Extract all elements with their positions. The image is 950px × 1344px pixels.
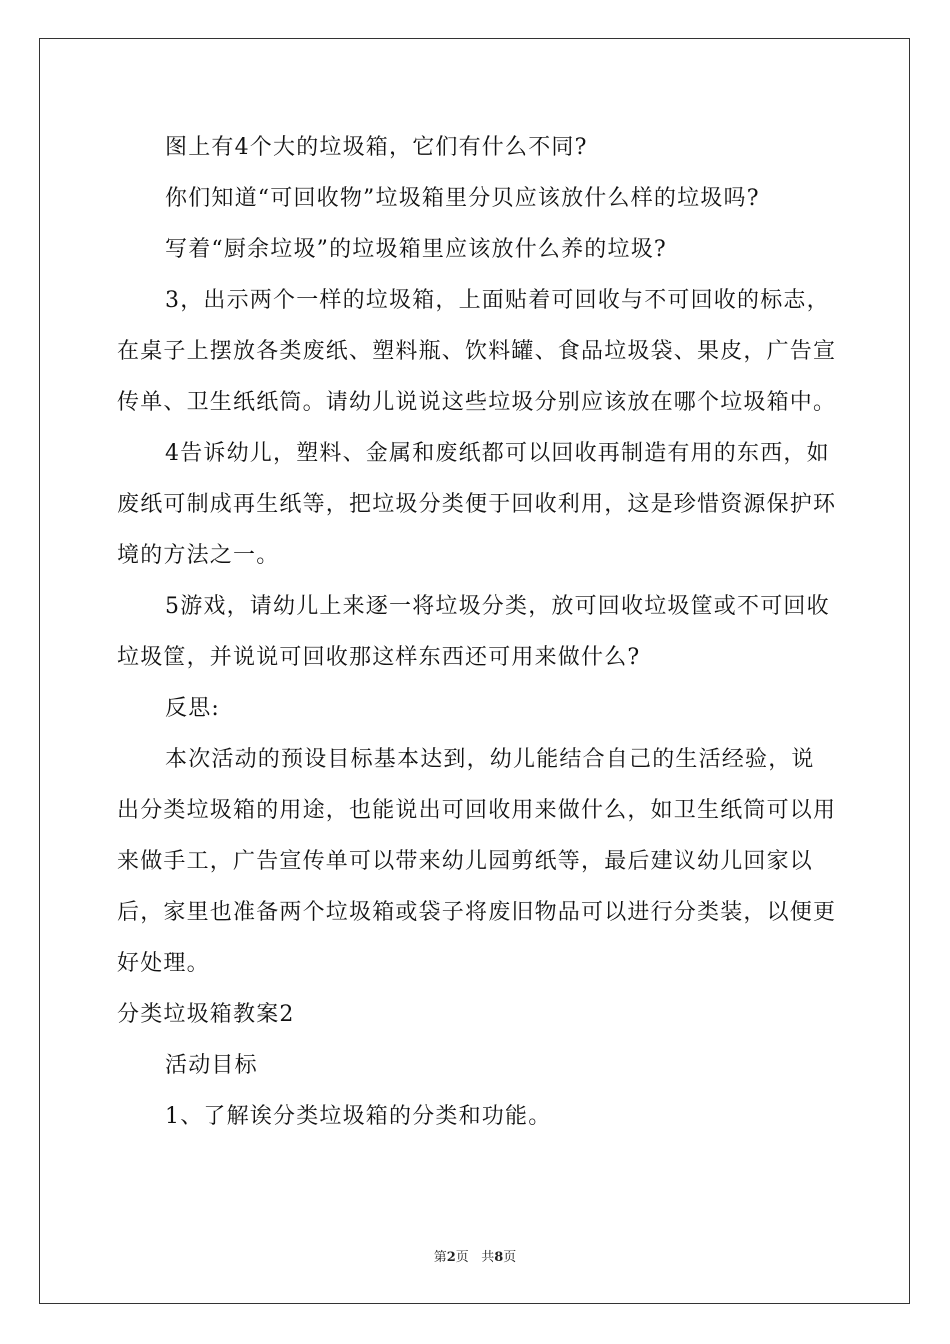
paragraph: 3，出示两个一样的垃圾箱，上面贴着可回收与不可回收的标志，在桌子上摆放各类废纸、塑料瓶、饮料罐、食品垃圾袋、果皮，广告宣传单、卫生纸纸筒。请幼儿说说这些垃圾分别应该放在哪个垃圾箱中。 [117, 288, 837, 415]
section-heading: 分类垃圾箱教案2 [117, 1002, 295, 1027]
paragraph: 反思: [165, 696, 221, 721]
page-number: 2 [446, 1250, 456, 1265]
page-prefix: 第 [433, 1250, 447, 1265]
total-suffix: 页 [503, 1250, 517, 1265]
page-footer [0, 1246, 950, 1265]
paragraph: 5游戏，请幼儿上来逐一将垃圾分类，放可回收垃圾筐或不可回收垃圾筐，并说说可回收那这样东西还可用来做什么? [117, 594, 830, 670]
page-suffix: 页 [455, 1250, 469, 1265]
total-prefix: 共 [481, 1250, 495, 1265]
paragraph: 你们知道“可回收物”垃圾箱里分贝应该放什么样的垃圾吗? [165, 186, 760, 211]
paragraph: 本次活动的预设目标基本达到，幼儿能结合自己的生活经验，说出分类垃圾箱的用途，也能说出可回收用来做什么，如卫生纸筒可以用来做手工，广告宣传单可以带来幼儿园剪纸等，最后建议幼儿回家以后，家里也准备两个垃圾箱或袋子将废旧物品可以进行分类装，以便更好处理。 [117, 747, 837, 976]
total-pages: 8 [494, 1250, 504, 1265]
paragraph: 4告诉幼儿，塑料、金属和废纸都可以回收再制造有用的东西，如废纸可制成再生纸等，把垃圾分类便于回收利用，这是珍惜资源保护环境的方法之一。 [117, 441, 837, 568]
subheading: 活动目标 [165, 1053, 258, 1078]
paragraph: 1、了解诶分类垃圾箱的分类和功能。 [165, 1104, 552, 1129]
document-body [117, 122, 837, 1142]
paragraph: 写着“厨余垃圾”的垃圾箱里应该放什么养的垃圾? [165, 237, 667, 262]
paragraph: 图上有4个大的垃圾箱，它们有什么不同? [165, 135, 588, 160]
